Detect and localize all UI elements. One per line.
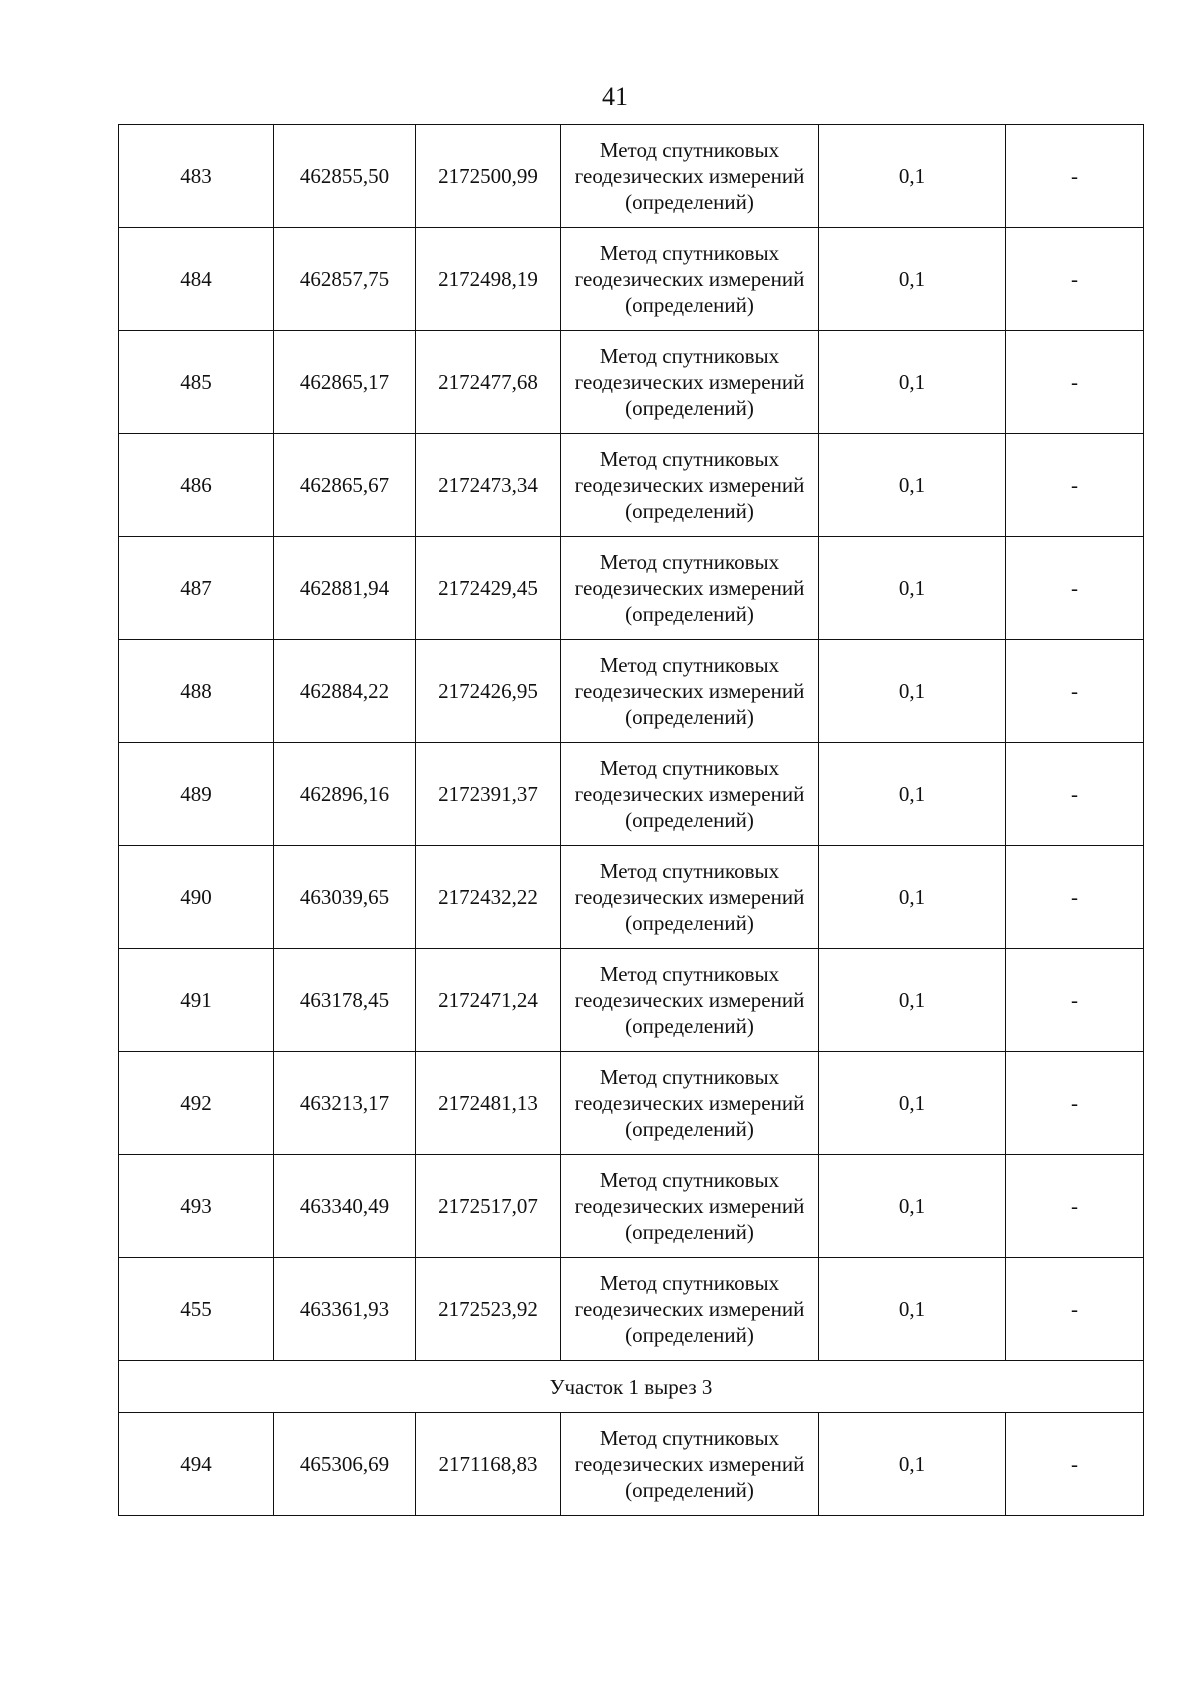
coordinate-y: 2172426,95 <box>416 640 561 743</box>
table-row <box>119 1052 1144 1155</box>
coordinate-y: 2172498,19 <box>416 228 561 331</box>
coordinate-y: 2172432,22 <box>416 846 561 949</box>
point-number: 489 <box>119 743 274 846</box>
method-line: (определений) <box>625 911 754 935</box>
point-number: 493 <box>119 1155 274 1258</box>
method-line: геодезических измерений <box>574 1452 805 1476</box>
method-line: (определений) <box>625 396 754 420</box>
accuracy-value: 0,1 <box>819 846 1006 949</box>
method-cell <box>561 434 819 537</box>
coordinate-x: 462881,94 <box>274 537 416 640</box>
note-value: - <box>1006 228 1144 331</box>
method-line: геодезических измерений <box>574 1297 805 1321</box>
method-line: Метод спутниковых <box>599 1426 780 1450</box>
method-line: геодезических измерений <box>574 370 805 394</box>
table-row <box>119 743 1144 846</box>
coordinate-y: 2172477,68 <box>416 331 561 434</box>
table-row <box>119 331 1144 434</box>
method-cell <box>561 1155 819 1258</box>
method-line: геодезических измерений <box>574 164 805 188</box>
method-line: Метод спутниковых <box>599 550 780 574</box>
table-row <box>119 1258 1144 1361</box>
coordinate-y: 2172517,07 <box>416 1155 561 1258</box>
method-cell <box>561 743 819 846</box>
method-cell <box>561 537 819 640</box>
method-line: (определений) <box>625 1117 754 1141</box>
note-value: - <box>1006 846 1144 949</box>
table-row <box>119 949 1144 1052</box>
coordinate-y: 2172391,37 <box>416 743 561 846</box>
point-number: 485 <box>119 331 274 434</box>
coordinate-x: 463178,45 <box>274 949 416 1052</box>
coordinate-x: 462865,67 <box>274 434 416 537</box>
coordinate-y: 2172500,99 <box>416 125 561 228</box>
method-line: Метод спутниковых <box>599 241 780 265</box>
table-row <box>119 640 1144 743</box>
point-number: 491 <box>119 949 274 1052</box>
point-number: 455 <box>119 1258 274 1361</box>
coordinate-x: 462855,50 <box>274 125 416 228</box>
method-line: Метод спутниковых <box>599 653 780 677</box>
section-title: Участок 1 вырез 3 <box>119 1361 1144 1413</box>
note-value: - <box>1006 640 1144 743</box>
page-number: 41 <box>602 82 628 111</box>
accuracy-value: 0,1 <box>819 1052 1006 1155</box>
note-value: - <box>1006 743 1144 846</box>
method-line: (определений) <box>625 1014 754 1038</box>
coordinates-table-body <box>119 125 1144 1516</box>
note-value: - <box>1006 1155 1144 1258</box>
method-line: (определений) <box>625 602 754 626</box>
method-line: Метод спутниковых <box>599 447 780 471</box>
method-line: (определений) <box>625 293 754 317</box>
accuracy-value: 0,1 <box>819 228 1006 331</box>
method-cell <box>561 640 819 743</box>
note-value: - <box>1006 434 1144 537</box>
method-line: Метод спутниковых <box>599 1168 780 1192</box>
method-cell <box>561 1052 819 1155</box>
method-cell <box>561 125 819 228</box>
accuracy-value: 0,1 <box>819 125 1006 228</box>
accuracy-value: 0,1 <box>819 1155 1006 1258</box>
method-line: геодезических измерений <box>574 1091 805 1115</box>
method-line: геодезических измерений <box>574 782 805 806</box>
table-row <box>119 1413 1144 1516</box>
method-line: Метод спутниковых <box>599 1271 780 1295</box>
accuracy-value: 0,1 <box>819 1258 1006 1361</box>
table-row <box>119 228 1144 331</box>
method-line: (определений) <box>625 1478 754 1502</box>
coordinate-x: 463340,49 <box>274 1155 416 1258</box>
method-line: геодезических измерений <box>574 576 805 600</box>
accuracy-value: 0,1 <box>819 1413 1006 1516</box>
table-row <box>119 846 1144 949</box>
note-value: - <box>1006 331 1144 434</box>
accuracy-value: 0,1 <box>819 743 1006 846</box>
coordinate-y: 2171168,83 <box>416 1413 561 1516</box>
method-line: Метод спутниковых <box>599 756 780 780</box>
point-number: 484 <box>119 228 274 331</box>
method-line: Метод спутниковых <box>599 1065 780 1089</box>
method-line: Метод спутниковых <box>599 138 780 162</box>
coordinate-x: 462884,22 <box>274 640 416 743</box>
table-row <box>119 434 1144 537</box>
point-number: 488 <box>119 640 274 743</box>
note-value: - <box>1006 537 1144 640</box>
note-value: - <box>1006 125 1144 228</box>
table-row <box>119 537 1144 640</box>
method-line: (определений) <box>625 190 754 214</box>
coordinate-x: 465306,69 <box>274 1413 416 1516</box>
method-line: Метод спутниковых <box>599 859 780 883</box>
coordinate-y: 2172471,24 <box>416 949 561 1052</box>
point-number: 490 <box>119 846 274 949</box>
method-line: (определений) <box>625 1323 754 1347</box>
method-line: геодезических измерений <box>574 267 805 291</box>
method-cell <box>561 846 819 949</box>
table-row <box>119 125 1144 228</box>
method-line: геодезических измерений <box>574 473 805 497</box>
note-value: - <box>1006 949 1144 1052</box>
coordinate-x: 462865,17 <box>274 331 416 434</box>
method-cell <box>561 1413 819 1516</box>
accuracy-value: 0,1 <box>819 331 1006 434</box>
coordinate-x: 462857,75 <box>274 228 416 331</box>
method-cell <box>561 331 819 434</box>
note-value: - <box>1006 1413 1144 1516</box>
method-cell <box>561 1258 819 1361</box>
coordinate-y: 2172523,92 <box>416 1258 561 1361</box>
accuracy-value: 0,1 <box>819 949 1006 1052</box>
accuracy-value: 0,1 <box>819 537 1006 640</box>
coordinate-x: 463361,93 <box>274 1258 416 1361</box>
method-line: (определений) <box>625 499 754 523</box>
coordinate-y: 2172429,45 <box>416 537 561 640</box>
coordinate-y: 2172481,13 <box>416 1052 561 1155</box>
coordinate-x: 462896,16 <box>274 743 416 846</box>
coordinate-x: 463213,17 <box>274 1052 416 1155</box>
point-number: 492 <box>119 1052 274 1155</box>
method-line: геодезических измерений <box>574 988 805 1012</box>
coordinates-table <box>118 124 1144 1516</box>
point-number: 487 <box>119 537 274 640</box>
point-number: 494 <box>119 1413 274 1516</box>
note-value: - <box>1006 1258 1144 1361</box>
method-cell <box>561 949 819 1052</box>
method-line: (определений) <box>625 1220 754 1244</box>
method-line: геодезических измерений <box>574 679 805 703</box>
method-line: геодезических измерений <box>574 1194 805 1218</box>
method-line: Метод спутниковых <box>599 962 780 986</box>
coordinate-x: 463039,65 <box>274 846 416 949</box>
point-number: 483 <box>119 125 274 228</box>
coordinate-y: 2172473,34 <box>416 434 561 537</box>
section-row <box>119 1361 1144 1413</box>
method-line: геодезических измерений <box>574 885 805 909</box>
method-line: (определений) <box>625 808 754 832</box>
method-line: (определений) <box>625 705 754 729</box>
table-row <box>119 1155 1144 1258</box>
method-cell <box>561 228 819 331</box>
point-number: 486 <box>119 434 274 537</box>
note-value: - <box>1006 1052 1144 1155</box>
accuracy-value: 0,1 <box>819 640 1006 743</box>
accuracy-value: 0,1 <box>819 434 1006 537</box>
method-line: Метод спутниковых <box>599 344 780 368</box>
